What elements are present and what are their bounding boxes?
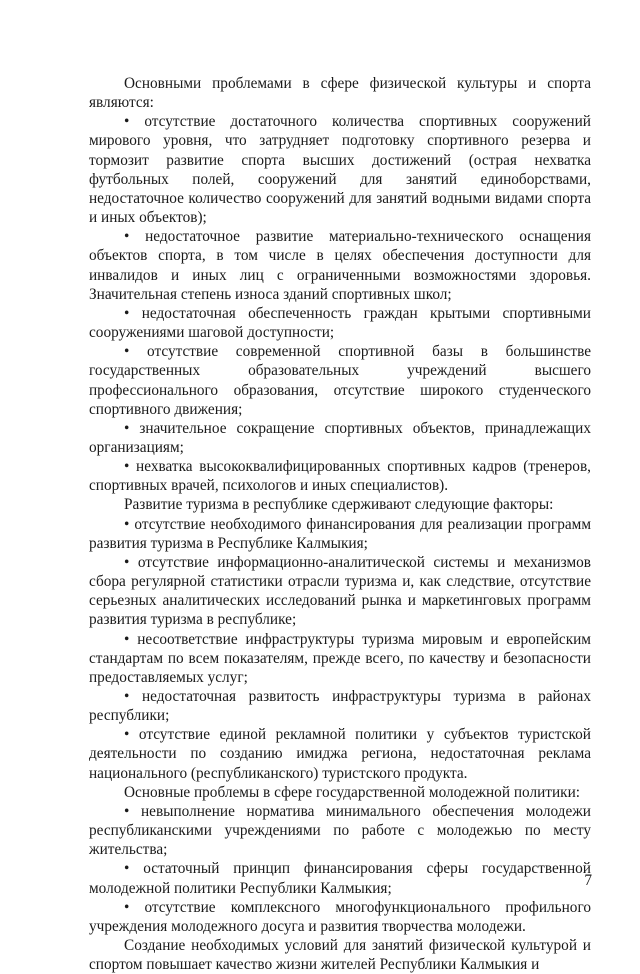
bullet-item: • нехватка высококвалифицированных спортивных кадров (тренеров, спортивных врачей, психологов и иных специалистов). xyxy=(89,458,591,495)
bullet-item: • остаточный принцип финансирования сферы государственной молодежной политики Республики Калмыкия; xyxy=(89,860,591,897)
paragraph: Создание необходимых условий для занятий физической культурой и спортом повышает качество жизни жителей Республики Калмыкия и xyxy=(89,937,591,974)
page-number: 7 xyxy=(584,872,592,889)
paragraph: Основные проблемы в сфере государственной молодежной политики: xyxy=(124,783,581,801)
paragraph: Развитие туризма в республике сдерживают следующие факторы: xyxy=(124,496,554,514)
bullet-item: • недостаточная обеспеченность граждан крытыми спортивными сооружениями шаговой доступности; xyxy=(89,304,591,342)
document-body xyxy=(89,74,591,974)
bullet-item: • отсутствие современной спортивной базы в большинстве государственных образовательных учреждений высшего профессионального образования, отсутствие широкого студенческого спортивного движения; xyxy=(89,343,591,418)
bullet-item: • недостаточная развитость инфраструктуры туризма в районах республики; xyxy=(89,688,591,725)
bullet-item: • отсутствие единой рекламной политики у субъектов туристской деятельности по созданию имиджа региона, недостаточная реклама национального (республиканского) туристского продукта. xyxy=(89,726,591,782)
bullet-item: • отсутствие необходимого финансирования для реализации программ развития туризма в Республике Калмыкия; xyxy=(89,515,591,552)
bullet-item: • недостаточное развитие материально-технического оснащения объектов спорта, в том числе в целях обеспечения доступности для инвалидов и иных лиц с ограниченными возможностями здоровья. Значительная степень износа зданий спортивных школ; xyxy=(89,228,591,303)
bullet-item: • значительное сокращение спортивных объектов, принадлежащих организациям; xyxy=(89,419,591,456)
bullet-item: • несоответствие инфраструктуры туризма мировым и европейским стандартам по всем показателям, прежде всего, по качеству и безопасности предоставляемых услуг; xyxy=(89,630,591,686)
bullet-item: • отсутствие комплексного многофункционального профильного учреждения молодежного досуга и развития творчества молодежи. xyxy=(89,898,591,935)
bullet-item: • невыполнение норматива минимального обеспечения молодежи республиканскими учреждениями по работе с молодежью по месту жительства; xyxy=(89,802,591,859)
paragraph: Основными проблемами в сфере физической культуры и спорта являются: xyxy=(89,75,591,112)
bullet-item: • отсутствие достаточного количества спортивных сооружений мирового уровня, что затрудняет подготовку спортивного резерва и тормозит развитие спорта высших достижений (острая нехватка футбольных полей, сооружений для занятий единоборствами, недостаточное количество сооружений для занятий водными видами спорта и иных объектов); xyxy=(89,113,591,227)
bullet-item: • отсутствие информационно-аналитической системы и механизмов сбора регулярной статистики отрасли туризма и, как следствие, отсутствие серьезных аналитических исследований рынка и маркетинговых программ развития туризма в республике; xyxy=(89,553,591,629)
